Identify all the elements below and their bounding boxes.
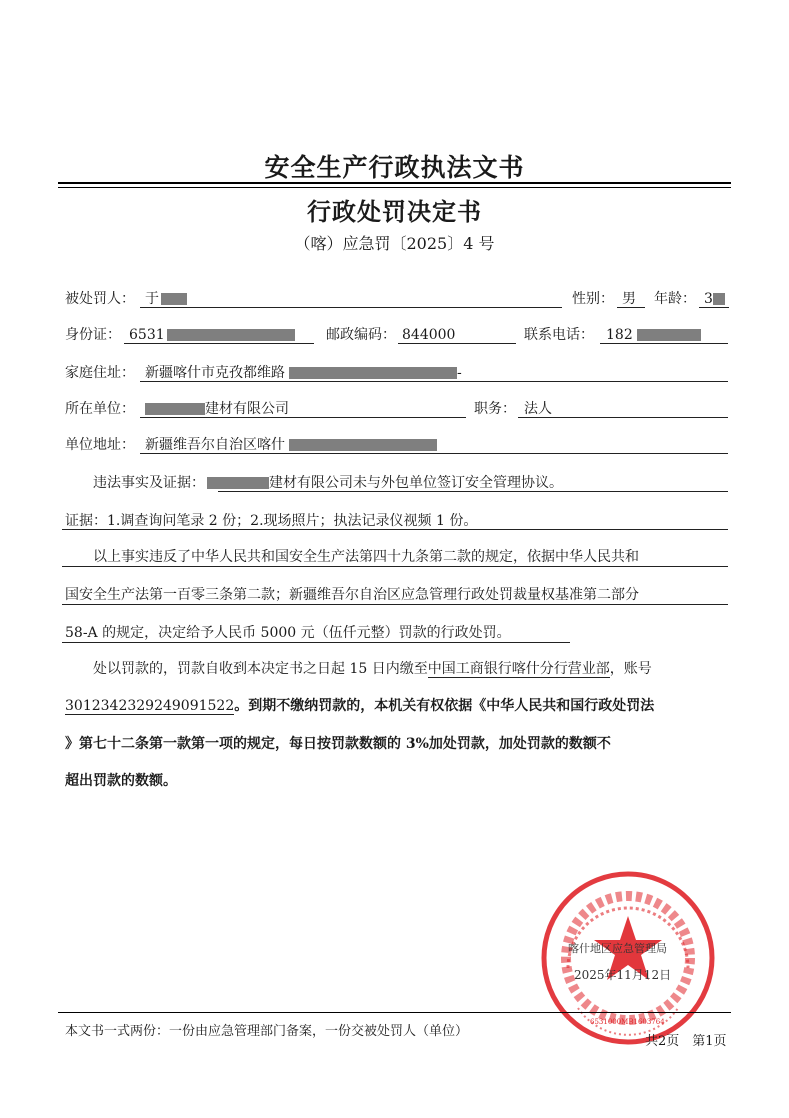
unit-label: 所在单位： xyxy=(65,401,135,417)
document-title: 行政处罚决定书 xyxy=(307,197,482,226)
facts-label: 违法事实及证据： xyxy=(93,475,205,491)
position-value: 法人 xyxy=(524,401,552,417)
age-underline xyxy=(699,307,729,308)
redaction-block xyxy=(289,439,437,451)
gender-label: 性别： xyxy=(572,291,614,307)
age-value-row xyxy=(704,290,725,308)
gender-value: 男 xyxy=(622,291,636,307)
phone-value-row xyxy=(606,326,701,344)
redaction-block xyxy=(167,329,295,341)
person-label: 被处罚人： xyxy=(65,291,135,307)
redaction-block xyxy=(289,367,457,379)
postcode-label: 邮政编码： xyxy=(326,327,396,343)
payment-text-a: 处以罚款的，罚款自收到本决定书之日起 15 日内缴至 xyxy=(93,661,428,677)
header-rule-thin xyxy=(58,187,731,188)
unit-address-value: 新疆维吾尔自治区喀什 xyxy=(145,437,285,453)
violation-line-1: 以上事实违反了中华人民共和国安全生产法第四十九条第二款的规定，依据中华人民共和 xyxy=(93,549,639,565)
seal-serial: 6531000MB1603764 xyxy=(590,1018,665,1026)
violation-line-3: 58-A 的规定，决定给予人民币 5000 元（伍仟元整）罚款的行政处罚。 xyxy=(65,625,511,641)
facts-row xyxy=(93,474,563,492)
redaction-block xyxy=(161,293,187,305)
document-number: （喀）应急罚〔2025〕4 号 xyxy=(294,234,495,253)
id-underline xyxy=(124,343,314,344)
payment-bold-3: 超出罚款的数额。 xyxy=(65,773,177,789)
id-label: 身份证： xyxy=(65,327,121,343)
violation-line-2: 国安全生产法第一百零三条第二款；新疆维吾尔自治区应急管理行政处罚裁量权基准第二部分 xyxy=(65,587,639,603)
id-number: 6531 xyxy=(129,327,165,343)
payment-bank: 中国工商银行喀什分行营业部 xyxy=(427,661,610,677)
redaction-block xyxy=(637,329,701,341)
page-info: 共2页 第1页 xyxy=(645,1034,727,1049)
address-tail: - xyxy=(457,365,462,381)
seal-org-text: 喀什地区应急管理局 xyxy=(568,942,667,955)
id-value-row xyxy=(129,326,295,344)
official-seal xyxy=(538,868,718,1048)
violation-underline-2 xyxy=(62,604,728,605)
payment-bold-1: 。到期不缴纳罚款的，本机关有权依据《中华人民共和国行政处罚法 xyxy=(234,698,655,714)
footer-rule xyxy=(58,1012,731,1013)
gender-underline xyxy=(617,307,645,308)
evidence-text: 证据：1.调查询问笔录 2 份；2.现场照片；执法记录仪视频 1 份。 xyxy=(65,513,478,529)
person-underline xyxy=(140,307,562,308)
position-underline xyxy=(518,417,728,418)
document-category-title: 安全生产行政执法文书 xyxy=(264,153,525,182)
unit-address-underline xyxy=(140,453,728,454)
violation-underline-3 xyxy=(62,642,570,643)
postcode-underline xyxy=(398,343,516,344)
postcode-value: 844000 xyxy=(402,327,456,343)
phone-underline xyxy=(600,343,728,344)
payment-account: 3012342329249091522 xyxy=(65,698,235,714)
redaction-block xyxy=(713,293,725,305)
payment-line-1 xyxy=(93,660,652,678)
unit-address-value-row xyxy=(145,436,437,454)
redaction-block xyxy=(207,477,269,489)
person-value-row xyxy=(145,290,187,308)
address-label: 家庭住址： xyxy=(65,365,135,381)
unit-value-row xyxy=(145,400,289,418)
redaction-block xyxy=(145,403,205,415)
unit-value: 建材有限公司 xyxy=(205,401,289,417)
facts-value: 建材有限公司未与外包单位签订安全管理协议。 xyxy=(269,475,563,491)
payment-bold-2: 》第七十二条第一款第一项的规定，每日按罚款数额的 3%加处罚款，加处罚款的数额不 xyxy=(65,736,611,752)
unit-address-label: 单位地址： xyxy=(65,437,135,453)
payment-text-b: ，账号 xyxy=(609,661,652,677)
unit-underline xyxy=(140,417,466,418)
position-label: 职务： xyxy=(474,401,516,417)
phone-label: 联系电话： xyxy=(524,327,594,343)
header-rule-thick xyxy=(58,182,731,184)
violation-underline-1 xyxy=(62,566,728,567)
age-value: 3 xyxy=(704,291,713,307)
facts-underline xyxy=(218,491,728,492)
address-value-row xyxy=(145,364,462,382)
age-label: 年龄： xyxy=(654,291,696,307)
address-value: 新疆喀什市克孜都维路 xyxy=(145,365,285,381)
seal-date: 2025年11月12日 xyxy=(574,968,672,982)
phone-number: 182 xyxy=(606,327,633,343)
footer-note: 本文书一式两份：一份由应急管理部门备案，一份交被处罚人（单位） xyxy=(65,1024,469,1039)
payment-line-2 xyxy=(65,697,654,715)
evidence-underline xyxy=(62,529,728,530)
person-name: 于 xyxy=(145,291,159,307)
address-underline xyxy=(140,381,728,382)
